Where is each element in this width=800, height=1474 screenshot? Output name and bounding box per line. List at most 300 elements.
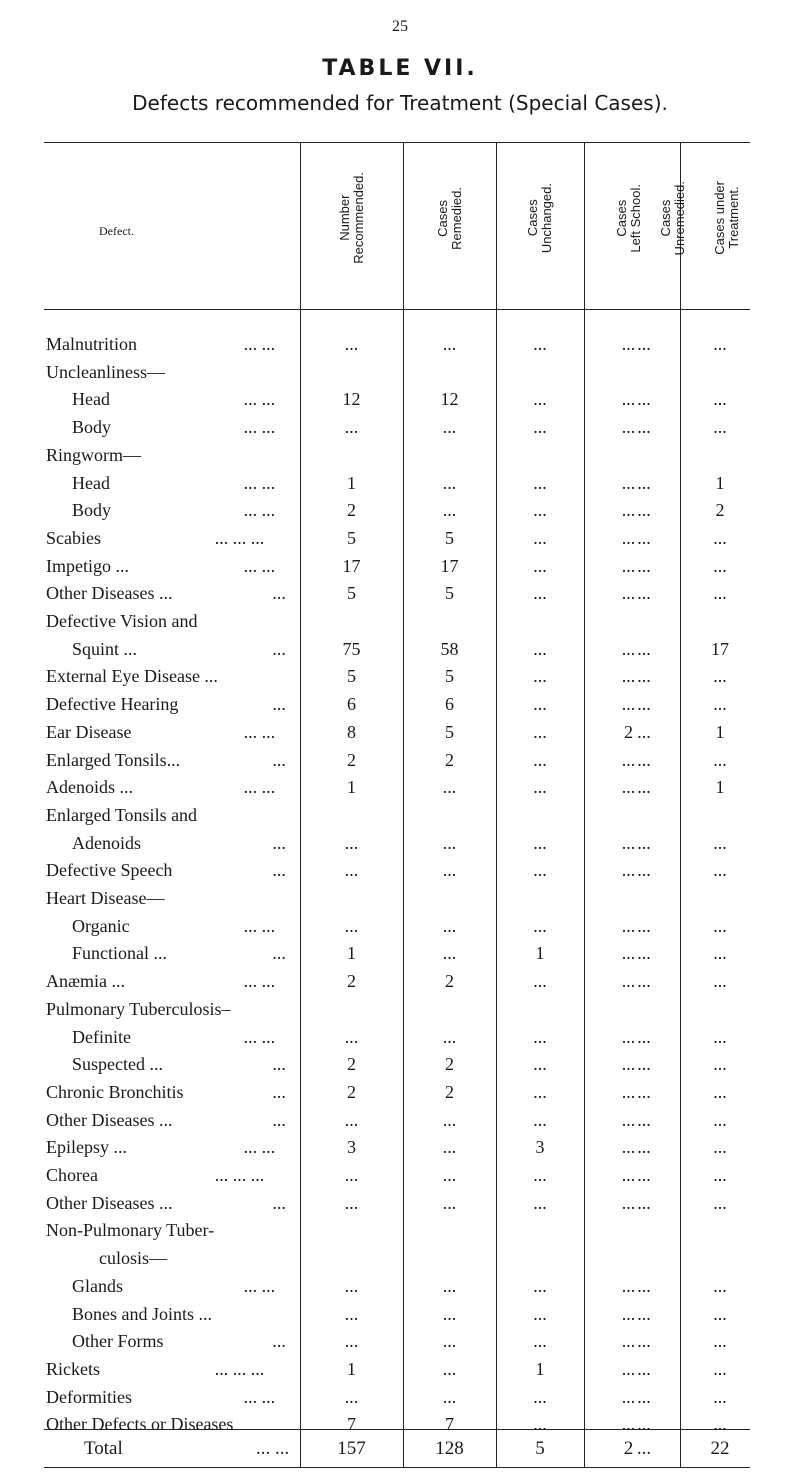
- table-row: [44, 1137, 750, 1158]
- defect-label: Impetigo ...: [46, 556, 129, 576]
- cell-cases-unremedied: ...: [637, 334, 651, 354]
- cell-cases-unremedied: ...: [637, 1304, 651, 1324]
- defect-label: External Eye Disease ...: [46, 666, 218, 686]
- cell-cases-unchanged: ...: [533, 1414, 547, 1434]
- cell-cases-unchanged: ...: [533, 334, 547, 354]
- table-row: [44, 611, 750, 632]
- cell-cases-unremedied: [614, 445, 674, 466]
- cell-cases-under-treatment: ...: [713, 916, 727, 936]
- leader-dots: ... ...: [243, 722, 276, 742]
- leader-dots: ... ...: [243, 556, 276, 576]
- cell-cases-unremedied: ...: [637, 694, 651, 714]
- cell-number-recommended: [300, 611, 403, 632]
- leader-dots: ... ...: [243, 1387, 276, 1407]
- cell-number-recommended: 75: [342, 639, 361, 659]
- table-row: [44, 1193, 750, 1214]
- cell-number-recommended: 3: [347, 1137, 356, 1157]
- table-row: [44, 888, 750, 909]
- cell-cases-unremedied: [614, 362, 674, 383]
- cell-cases-unremedied: ...: [637, 1193, 651, 1213]
- cell-cases-unremedied: ...: [637, 1027, 651, 1047]
- cell-cases-remedied: 12: [440, 389, 459, 409]
- cell-cases-under-treatment: ...: [713, 971, 727, 991]
- total-leader-dots: ... ...: [256, 1438, 290, 1459]
- cell-cases-unchanged: ...: [533, 473, 547, 493]
- total-cases-unchanged: 5: [535, 1438, 545, 1459]
- table-row: [44, 473, 750, 494]
- table-top-rule: [44, 142, 750, 143]
- cell-cases-unchanged: ...: [533, 777, 547, 797]
- total-cases-remedied: 128: [435, 1438, 464, 1459]
- cell-cases-unremedied: ...: [637, 722, 651, 742]
- cell-number-recommended: ...: [344, 860, 359, 880]
- cell-cases-under-treatment: ...: [713, 860, 727, 880]
- cell-cases-left-school: ...: [621, 1054, 636, 1074]
- cell-cases-remedied: ...: [442, 1027, 457, 1047]
- table-row: [44, 860, 750, 881]
- cell-cases-remedied: ...: [442, 1165, 457, 1185]
- defect-label: Ringworm—: [46, 445, 142, 465]
- leader-dots: ... ...: [243, 334, 276, 354]
- cell-cases-under-treatment: ...: [713, 1414, 727, 1434]
- cell-cases-left-school: ...: [621, 1137, 636, 1157]
- cell-cases-unremedied: ...: [637, 1414, 651, 1434]
- leader-dots: ... ... ...: [214, 1359, 265, 1379]
- cell-cases-remedied: 6: [445, 694, 454, 714]
- cell-cases-under-treatment: ...: [713, 528, 727, 548]
- cell-cases-remedied: ...: [442, 1193, 457, 1213]
- table-subtitle: Defects recommended for Treatment (Special Cases).: [132, 91, 668, 115]
- cell-cases-unchanged: [496, 611, 584, 632]
- cell-cases-unchanged: ...: [533, 1304, 547, 1324]
- cell-cases-unremedied: ...: [637, 417, 651, 437]
- cell-cases-under-treatment: [690, 362, 750, 383]
- table-row: [44, 999, 750, 1020]
- cell-cases-unchanged: [496, 362, 584, 383]
- cell-cases-unchanged: ...: [533, 556, 547, 576]
- cell-cases-remedied: ...: [442, 1276, 457, 1296]
- defect-label: Rickets: [46, 1359, 100, 1379]
- cell-number-recommended: 2: [347, 1082, 356, 1102]
- cell-cases-unchanged: ...: [533, 389, 547, 409]
- cell-cases-remedied: 5: [445, 722, 454, 742]
- cell-cases-left-school: ...: [621, 971, 636, 991]
- defect-label: Suspected ...: [72, 1054, 163, 1074]
- cell-cases-remedied: ...: [442, 334, 457, 354]
- cell-cases-unremedied: ...: [637, 750, 651, 770]
- cell-cases-unchanged: ...: [533, 500, 547, 520]
- defect-label: Other Forms: [72, 1331, 164, 1351]
- cell-cases-left-school: ...: [621, 750, 636, 770]
- column-header-label: Cases Left School.: [613, 183, 643, 253]
- leader-dots: ... ...: [243, 777, 276, 797]
- cell-cases-unchanged: ...: [533, 417, 547, 437]
- table-row: [44, 556, 750, 577]
- cell-cases-remedied: [403, 445, 496, 466]
- cell-cases-remedied: ...: [442, 833, 457, 853]
- cell-cases-unremedied: ...: [637, 777, 651, 797]
- cell-cases-under-treatment: ...: [713, 1110, 727, 1130]
- table-row: [44, 777, 750, 798]
- cell-cases-under-treatment: [690, 611, 750, 632]
- cell-cases-remedied: 58: [440, 639, 459, 659]
- cell-cases-unremedied: ...: [637, 1082, 651, 1102]
- cell-cases-remedied: [403, 1248, 496, 1269]
- cell-number-recommended: 1: [347, 777, 356, 797]
- leader-dots: ...: [272, 583, 286, 603]
- cell-cases-unchanged: ...: [533, 639, 547, 659]
- column-header-label: Number Recommended.: [336, 172, 366, 264]
- defect-label: Uncleanliness—: [46, 362, 165, 382]
- cell-number-recommended: [300, 888, 403, 909]
- cell-cases-left-school: ...: [621, 389, 636, 409]
- cell-cases-under-treatment: 1: [715, 473, 725, 493]
- cell-cases-remedied: 2: [445, 1082, 454, 1102]
- cell-cases-under-treatment: ...: [713, 1276, 727, 1296]
- leader-dots: ...: [272, 639, 286, 659]
- cell-cases-under-treatment: ...: [713, 1082, 727, 1102]
- cell-cases-unchanged: ...: [533, 583, 547, 603]
- cell-cases-remedied: ...: [442, 943, 457, 963]
- cell-cases-unchanged: ...: [533, 528, 547, 548]
- cell-cases-left-school: ...: [621, 666, 636, 686]
- cell-cases-left-school: ...: [621, 528, 636, 548]
- table-row: [44, 334, 750, 355]
- cell-number-recommended: 7: [347, 1414, 356, 1434]
- cell-cases-remedied: ...: [442, 1304, 457, 1324]
- cell-cases-under-treatment: [690, 888, 750, 909]
- cell-number-recommended: 1: [347, 473, 356, 493]
- header-bottom-rule: [44, 309, 750, 310]
- cell-cases-remedied: [403, 362, 496, 383]
- table-row: [44, 971, 750, 992]
- cell-cases-unremedied: ...: [637, 583, 651, 603]
- leader-dots: ...: [272, 1054, 286, 1074]
- cell-cases-unchanged: ...: [533, 1082, 547, 1102]
- cell-cases-left-school: ...: [621, 417, 636, 437]
- cell-number-recommended: ...: [344, 1165, 359, 1185]
- cell-cases-under-treatment: ...: [713, 1054, 727, 1074]
- table-row: [44, 805, 750, 826]
- column-header-number-recommended: [300, 152, 403, 284]
- leader-dots: ... ...: [243, 473, 276, 493]
- cell-cases-unchanged: ...: [533, 833, 547, 853]
- cell-cases-remedied: 5: [445, 583, 454, 603]
- cell-number-recommended: ...: [344, 1387, 359, 1407]
- cell-number-recommended: 5: [347, 583, 356, 603]
- cell-cases-remedied: ...: [442, 1387, 457, 1407]
- cell-cases-unchanged: ...: [533, 1331, 547, 1351]
- cell-number-recommended: 6: [347, 694, 356, 714]
- defect-label: culosis—: [99, 1248, 168, 1268]
- defect-label: Other Defects or Diseases: [46, 1414, 234, 1434]
- cell-cases-left-school: ...: [621, 1193, 636, 1213]
- table-row: [44, 528, 750, 549]
- cell-cases-under-treatment: ...: [713, 1331, 727, 1351]
- leader-dots: ... ...: [243, 1027, 276, 1047]
- cell-cases-unchanged: ...: [533, 1054, 547, 1074]
- cell-number-recommended: [300, 805, 403, 826]
- cell-cases-under-treatment: ...: [713, 1359, 727, 1379]
- table-row: [44, 1248, 750, 1269]
- cell-cases-under-treatment: ...: [713, 389, 727, 409]
- defect-label: Adenoids: [72, 833, 141, 853]
- page-number: 25: [392, 18, 408, 35]
- cell-number-recommended: ...: [344, 1276, 359, 1296]
- cell-cases-remedied: 2: [445, 750, 454, 770]
- cell-cases-unchanged: [496, 445, 584, 466]
- table-row: [44, 362, 750, 383]
- cell-number-recommended: ...: [344, 1110, 359, 1130]
- defect-label: Other Diseases ...: [46, 583, 173, 603]
- cell-cases-unremedied: ...: [637, 833, 651, 853]
- column-header-label: Cases Unchanged.: [525, 182, 554, 254]
- cell-cases-remedied: ...: [442, 1110, 457, 1130]
- column-header-cases-remedied: [403, 152, 496, 284]
- leader-dots: ...: [272, 750, 286, 770]
- cell-cases-unremedied: ...: [637, 1387, 651, 1407]
- cell-cases-remedied: 7: [445, 1414, 454, 1434]
- cell-cases-remedied: [403, 999, 496, 1020]
- leader-dots: ...: [272, 1331, 286, 1351]
- cell-cases-left-school: ...: [621, 1165, 636, 1185]
- cell-cases-left-school: ...: [621, 1110, 636, 1130]
- defect-label: Body: [72, 500, 112, 520]
- table-row: [44, 1054, 750, 1075]
- cell-cases-left-school: 2: [624, 722, 633, 742]
- cell-cases-unremedied: [614, 805, 674, 826]
- leader-dots: ...: [272, 694, 286, 714]
- cell-cases-left-school: ...: [621, 1082, 636, 1102]
- leader-dots: ... ...: [243, 1276, 276, 1296]
- cell-cases-left-school: ...: [621, 860, 636, 880]
- cell-cases-remedied: ...: [442, 860, 457, 880]
- cell-cases-unchanged: [496, 1220, 584, 1241]
- cell-cases-left-school: ...: [621, 1276, 636, 1296]
- table-row: [44, 916, 750, 937]
- defect-label: Bones and Joints ...: [72, 1304, 213, 1324]
- cell-cases-under-treatment: ...: [713, 694, 727, 714]
- defect-label: Defective Vision and: [46, 611, 198, 631]
- cell-cases-unremedied: ...: [637, 943, 651, 963]
- cell-cases-unremedied: ...: [637, 666, 651, 686]
- cell-number-recommended: 17: [342, 556, 361, 576]
- defect-label: Head: [72, 473, 110, 493]
- cell-cases-left-school: ...: [621, 916, 636, 936]
- table-row: [44, 750, 750, 771]
- cell-cases-unchanged: ...: [533, 666, 547, 686]
- cell-number-recommended: 12: [342, 389, 361, 409]
- cell-cases-unremedied: ...: [637, 389, 651, 409]
- cell-cases-left-school: ...: [621, 1387, 636, 1407]
- cell-cases-unchanged: 3: [535, 1137, 545, 1157]
- cell-cases-left-school: ...: [621, 556, 636, 576]
- leader-dots: ...: [272, 860, 286, 880]
- defect-label: Enlarged Tonsils and: [46, 805, 198, 825]
- cell-cases-under-treatment: 2: [715, 500, 725, 520]
- cell-cases-under-treatment: ...: [713, 1027, 727, 1047]
- cell-number-recommended: 5: [347, 666, 356, 686]
- cell-cases-left-school: ...: [621, 1027, 636, 1047]
- defect-label: Defective Speech: [46, 860, 173, 880]
- cell-cases-under-treatment: ...: [713, 943, 727, 963]
- cell-cases-remedied: [403, 611, 496, 632]
- total-cases-unremedied: ...: [636, 1438, 652, 1459]
- cell-cases-under-treatment: ...: [713, 556, 727, 576]
- cell-number-recommended: 5: [347, 528, 356, 548]
- cell-number-recommended: 2: [347, 750, 356, 770]
- total-label: Total: [84, 1438, 123, 1459]
- table-row: [44, 1082, 750, 1103]
- cell-number-recommended: ...: [344, 1193, 359, 1213]
- cell-cases-left-school: ...: [621, 1414, 636, 1434]
- leader-dots: ... ...: [243, 916, 276, 936]
- cell-cases-unremedied: ...: [637, 528, 651, 548]
- cell-cases-remedied: [403, 888, 496, 909]
- leader-dots: ... ...: [243, 1137, 276, 1157]
- table-row: [44, 1165, 750, 1186]
- cell-cases-under-treatment: ...: [713, 666, 727, 686]
- table-bottom-rule: [44, 1467, 750, 1468]
- table-row: [44, 943, 750, 964]
- cell-number-recommended: 2: [347, 971, 356, 991]
- cell-cases-unremedied: ...: [637, 1137, 651, 1157]
- cell-number-recommended: [300, 445, 403, 466]
- cell-cases-remedied: 5: [445, 528, 454, 548]
- cell-cases-unchanged: ...: [533, 1027, 547, 1047]
- cell-cases-unremedied: ...: [637, 1165, 651, 1185]
- cell-cases-unremedied: ...: [637, 500, 651, 520]
- cell-cases-under-treatment: ...: [713, 1165, 727, 1185]
- defect-label: Definite: [72, 1027, 131, 1047]
- cell-cases-under-treatment: ...: [713, 1387, 727, 1407]
- defect-label: Other Diseases ...: [46, 1110, 173, 1130]
- table-row: [44, 1220, 750, 1241]
- cell-cases-unchanged: [496, 805, 584, 826]
- defect-label: Heart Disease—: [46, 888, 165, 908]
- total-cases-under-treatment: 22: [710, 1438, 730, 1459]
- cell-cases-unremedied: [614, 611, 674, 632]
- table-row: [44, 1304, 750, 1325]
- cell-cases-unremedied: ...: [637, 639, 651, 659]
- defect-label: Chronic Bronchitis: [46, 1082, 184, 1102]
- column-header-cases-unchanged: [496, 152, 584, 284]
- cell-cases-remedied: [403, 805, 496, 826]
- cell-cases-left-school: ...: [621, 639, 636, 659]
- cell-cases-unremedied: [614, 888, 674, 909]
- table-row: [44, 1387, 750, 1408]
- leader-dots: ...: [272, 943, 286, 963]
- cell-cases-remedied: 2: [445, 1054, 454, 1074]
- defect-label: Epilepsy ...: [46, 1137, 127, 1157]
- cell-cases-remedied: ...: [442, 916, 457, 936]
- cell-number-recommended: 1: [347, 943, 356, 963]
- defect-column-header: Defect.: [99, 224, 134, 238]
- table-row: [44, 417, 750, 438]
- leader-dots: ...: [272, 1110, 286, 1130]
- defect-label: Functional ...: [72, 943, 167, 963]
- cell-cases-unremedied: ...: [637, 556, 651, 576]
- cell-number-recommended: [300, 1220, 403, 1241]
- cell-cases-unchanged: ...: [533, 1387, 547, 1407]
- cell-cases-under-treatment: 1: [715, 722, 725, 742]
- cell-cases-unremedied: ...: [637, 473, 651, 493]
- cell-cases-unchanged: ...: [533, 694, 547, 714]
- table-row: [44, 1331, 750, 1352]
- table-row: [44, 833, 750, 854]
- cell-cases-under-treatment: ...: [713, 833, 727, 853]
- cell-cases-unchanged: ...: [533, 1276, 547, 1296]
- cell-cases-under-treatment: ...: [713, 1193, 727, 1213]
- cell-cases-unchanged: 1: [535, 1359, 545, 1379]
- cell-number-recommended: [300, 362, 403, 383]
- leader-dots: ... ...: [243, 971, 276, 991]
- defect-label: Scabies: [46, 528, 101, 548]
- cell-cases-unremedied: ...: [637, 1110, 651, 1130]
- cell-cases-left-school: ...: [621, 583, 636, 603]
- cell-cases-unremedied: ...: [637, 916, 651, 936]
- cell-cases-under-treatment: 17: [711, 639, 729, 659]
- cell-cases-unchanged: ...: [533, 916, 547, 936]
- cell-number-recommended: 1: [347, 1359, 356, 1379]
- defect-label: Non-Pulmonary Tuber-: [46, 1220, 215, 1240]
- table-row: [44, 389, 750, 410]
- cell-cases-under-treatment: ...: [713, 1137, 727, 1157]
- cell-cases-unchanged: [496, 999, 584, 1020]
- cell-number-recommended: ...: [344, 1027, 359, 1047]
- table-row: [44, 1359, 750, 1380]
- cell-cases-left-school: ...: [621, 777, 636, 797]
- cell-cases-unchanged: ...: [533, 971, 547, 991]
- cell-cases-under-treatment: ...: [713, 1304, 727, 1324]
- cell-cases-under-treatment: ...: [713, 334, 727, 354]
- cell-cases-remedied: ...: [442, 777, 457, 797]
- column-header-cases-under-treatment: [694, 152, 760, 284]
- cell-number-recommended: 8: [347, 722, 356, 742]
- defect-label: Defective Hearing: [46, 694, 179, 714]
- cell-cases-unremedied: ...: [637, 1054, 651, 1074]
- cell-cases-left-school: ...: [621, 694, 636, 714]
- table-row: [44, 583, 750, 604]
- defect-label: Deformities: [46, 1387, 132, 1407]
- table-row: [44, 445, 750, 466]
- cell-cases-remedied: ...: [442, 500, 457, 520]
- defect-label: Body: [72, 417, 112, 437]
- cell-cases-left-school: ...: [621, 1304, 636, 1324]
- cell-cases-unchanged: [496, 888, 584, 909]
- cell-cases-unremedied: ...: [637, 971, 651, 991]
- cell-cases-remedied: ...: [442, 1137, 457, 1157]
- leader-dots: ...: [272, 1082, 286, 1102]
- defect-label: Glands: [72, 1276, 123, 1296]
- cell-cases-remedied: ...: [442, 417, 457, 437]
- table-row: [44, 1110, 750, 1131]
- column-header-label: Cases Remedied.: [434, 186, 464, 250]
- cell-cases-left-school: ...: [621, 1331, 636, 1351]
- cell-number-recommended: ...: [344, 916, 359, 936]
- defect-label: Pulmonary Tuberculosis–: [46, 999, 231, 1019]
- cell-cases-under-treatment: ...: [713, 583, 727, 603]
- cell-number-recommended: ...: [344, 1304, 359, 1324]
- cell-cases-remedied: ...: [442, 1359, 457, 1379]
- total-number-recommended: 157: [337, 1438, 366, 1459]
- cell-cases-under-treatment: [690, 1220, 750, 1241]
- cell-cases-under-treatment: ...: [713, 417, 727, 437]
- cell-cases-unremedied: ...: [637, 1276, 651, 1296]
- cell-number-recommended: ...: [344, 833, 359, 853]
- cell-cases-unremedied: ...: [637, 860, 651, 880]
- defect-label: Other Diseases ...: [46, 1193, 173, 1213]
